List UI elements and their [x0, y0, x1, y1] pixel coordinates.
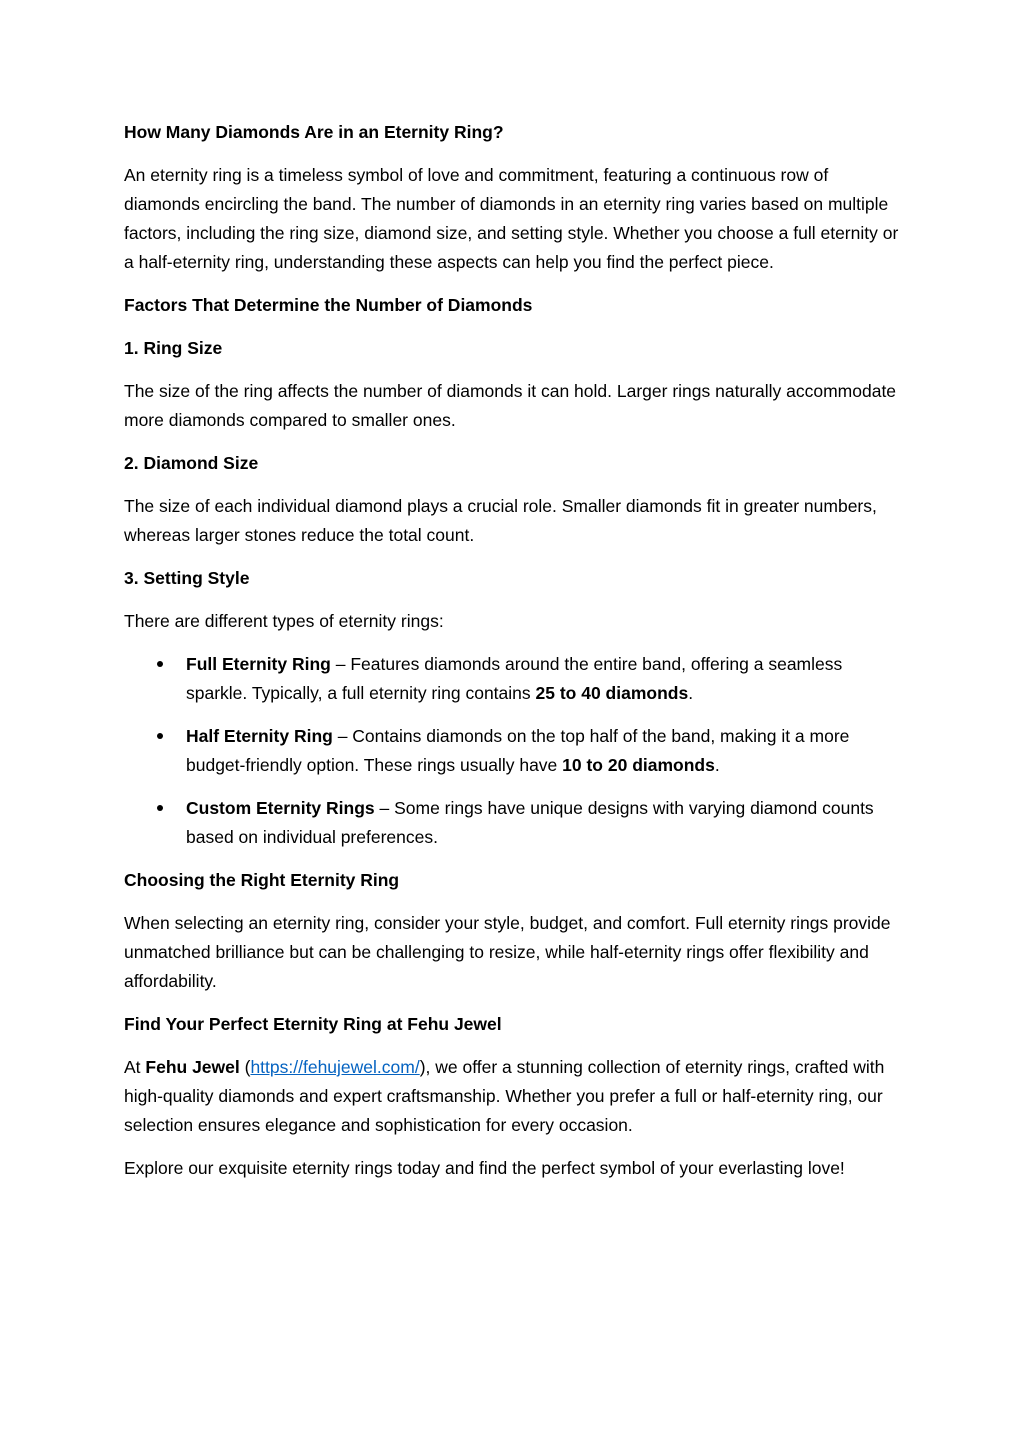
- brand-name: Fehu Jewel: [145, 1057, 240, 1077]
- list-item: [124, 650, 900, 708]
- choosing-paragraph: When selecting an eternity ring, consider your style, budget, and comfort. Full eternity rings provide unmatched brilliance but can be challenging to resize, while half-eternity rings offer flexibility and affordability.: [124, 913, 891, 991]
- find-post: ), we offer a stunning collection of eternity rings, crafted with high-quality diamonds and expert craftsmanship. Whether you prefer a full or half-eternity ring, our selection ensures elegance and sophistication for every occasion.: [124, 1057, 885, 1135]
- list-item-end: .: [714, 755, 720, 775]
- ring-size-heading: 1. Ring Size: [124, 338, 223, 358]
- bullet-icon: [157, 805, 163, 811]
- bullet-icon: [157, 733, 163, 739]
- list-item-title: Custom Eternity Rings: [186, 798, 375, 818]
- intro-paragraph: An eternity ring is a timeless symbol of love and commitment, featuring a continuous row of diamonds encircling the band. The number of diamonds in an eternity ring varies based on multiple factors, including the ring size, diamond size, and setting style. Whether you choose a full eternity or a half-eternity ring, understanding these aspects can help you find the perfect piece.: [124, 165, 899, 272]
- list-item-end: .: [688, 683, 694, 703]
- find-paren: (: [239, 1057, 251, 1077]
- document-title: How Many Diamonds Are in an Eternity Ring?: [124, 122, 504, 142]
- setting-style-heading: 3. Setting Style: [124, 568, 250, 588]
- document-page: [124, 118, 900, 1197]
- eternity-types-list: [124, 650, 900, 852]
- find-paragraph: [124, 1053, 900, 1140]
- website-link[interactable]: https://fehujewel.com/: [250, 1057, 420, 1077]
- diamond-size-heading: 2. Diamond Size: [124, 453, 259, 473]
- ring-size-paragraph: The size of the ring affects the number of diamonds it can hold. Larger rings naturally accommodate more diamonds compared to smaller ones.: [124, 381, 897, 430]
- list-item: [124, 722, 900, 780]
- factors-heading: Factors That Determine the Number of Diamonds: [124, 295, 533, 315]
- list-item-emphasis: 10 to 20 diamonds: [562, 755, 715, 775]
- bullet-icon: [157, 661, 163, 667]
- closing-paragraph: Explore our exquisite eternity rings today and find the perfect symbol of your everlasting love!: [124, 1158, 845, 1178]
- choosing-heading: Choosing the Right Eternity Ring: [124, 870, 400, 890]
- list-item-emphasis: 25 to 40 diamonds: [535, 683, 689, 703]
- list-item-title: Full Eternity Ring: [186, 654, 331, 674]
- find-pre: At: [124, 1057, 146, 1077]
- list-item-text: – Features diamonds around the entire band, offering a seamless sparkle. Typically, a full eternity ring contains: [186, 654, 843, 703]
- list-item: [124, 794, 900, 852]
- find-heading: Find Your Perfect Eternity Ring at Fehu Jewel: [124, 1014, 502, 1034]
- list-item-title: Half Eternity Ring: [186, 726, 333, 746]
- diamond-size-paragraph: The size of each individual diamond plays a crucial role. Smaller diamonds fit in greater numbers, whereas larger stones reduce the total count.: [124, 496, 877, 545]
- setting-style-paragraph: There are different types of eternity rings:: [124, 611, 444, 631]
- list-item-text: – Some rings have unique designs with varying diamond counts based on individual preferences.: [186, 798, 874, 847]
- list-item-text: – Contains diamonds on the top half of the band, making it a more budget-friendly option. These rings usually have: [186, 726, 850, 775]
